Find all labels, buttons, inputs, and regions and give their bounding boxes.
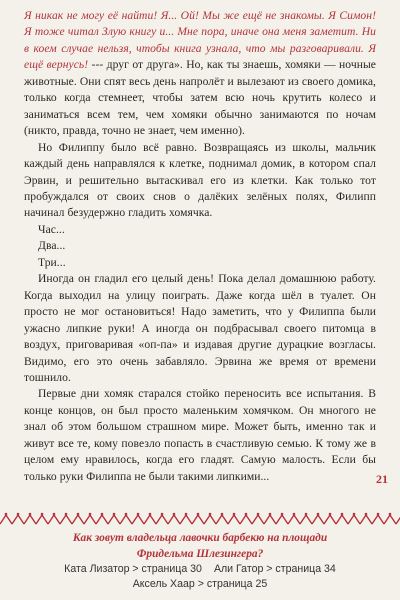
page-number: 21 [376,472,388,486]
simon-speech: Я никак не могу её найти! Я... Ой! Мы же ещё не знакомы. Я Симон! Я тоже читал Злую книгу и... Мне пора, иначе она меня заметит. Ни в коем случае нельзя, чтобы книга узнала, что мы разговаривали. Я ещё вернусь! [24,9,376,72]
story-text [24,8,376,485]
quiz-answers-row-2 [0,577,400,592]
quiz-question-line-1: Как зовут владельца лавочки барбекю на площади [72,532,328,544]
quiz-answer-3[interactable]: Аксель Хаар > страница 25 [132,578,268,590]
decorative-border [0,512,400,526]
quiz-answer-1[interactable]: Ката Лизатор > страница 30 [64,563,202,575]
quiz-box [0,530,400,592]
paragraph-1-tail: --- друг от друга». Но, как ты знаешь, хомяки — ночные животные. Они спят весь день напролёт и вылезают из своего домика, только когда стемнеет, чтобы затем всю ночь крутить колесо и заниматься всем тем, чем хомяки обычно занимаются по ночам (никто, правда, точно не знает, чем именно). [24,58,376,138]
paragraph-2: Но Филиппу было всё равно. Возвращаясь из школы, мальчик каждый день направлялся к клетке, поднимал домик, в котором спал Эрвин, и решительно вытаскивал его из клетки. Как только тот пробуждался от своих снов о далёких зелёных полях, Филипп начинал безудержно гладить хомячка. [24,140,376,220]
quiz-answer-2[interactable]: Али Гатор > страница 34 [213,563,336,575]
count-line-1: Чaс... [38,222,65,236]
count-line-2: Два... [38,239,66,253]
count-line-3: Три... [38,255,66,269]
paragraph-1 [24,8,376,140]
quiz-answers-row-1 [0,562,400,577]
paragraph-4: Первые дни хомяк старался стойко переносить все испытания. В конце концов, он был просто маленьким хомячком. Он многого не знал об этом большом страшном мире. Может быть, именно так и живут все те, кому повезло попасть в счастливую семью. К тому же в целом ему нравилось, когда его гладят. Самую малость. Если бы только руки Филиппа не были такими липкими... [24,387,376,483]
quiz-question-line-2: Фридельма Шлезингера? [136,548,264,560]
paragraph-3: Иногда он гладил его целый день! Пока делал домашнюю работу. Когда выходил на улицу поиграть. Даже когда шёл в туалет. Он просто не мог остановиться! Надо заметить, что у Филиппа были ужасно липкие руки! А иногда он подбрасывал своего питомца в воздух, приговаривая «оп-па» и издавая другие дурацкие возгласы. Видимо, его это очень забавляло. Эрвина же время от времени тошнило. [24,272,376,384]
